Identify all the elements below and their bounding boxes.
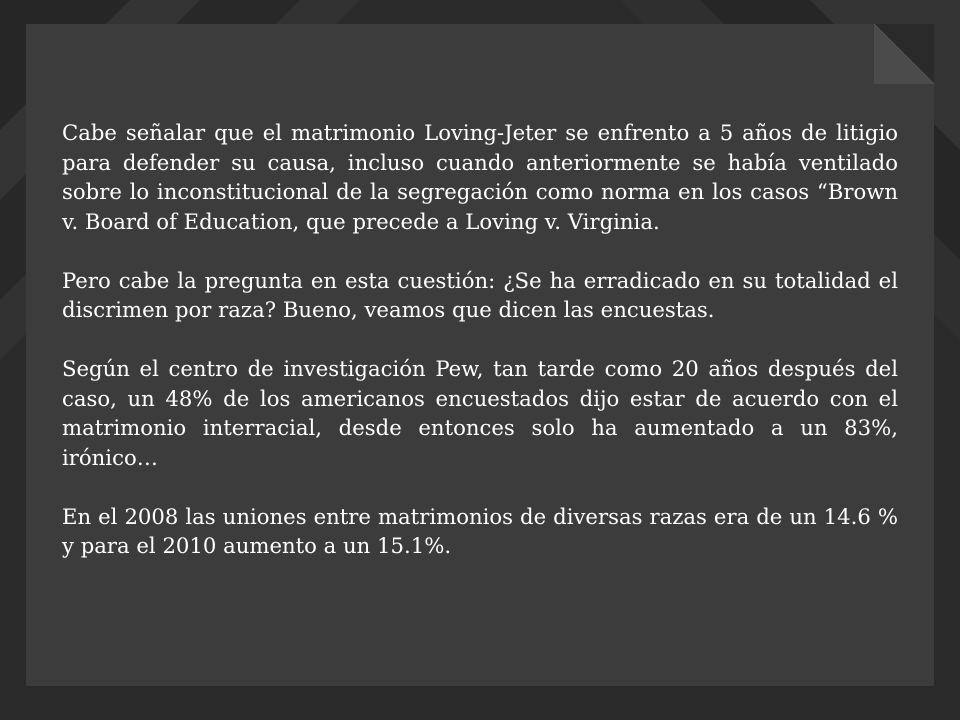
slide-body <box>62 118 898 561</box>
paragraph-1: Cabe señalar que el matrimonio Loving-Jeter se enfrento a 5 años de litigio para defender su causa, incluso cuando anteriormente se había ventilado sobre lo inconstitucional de la segregación como norma en los casos “Brown v. Board of Education, que precede a Loving v. Virginia. <box>62 120 898 234</box>
paragraph-4: En el 2008 las uniones entre matrimonios de diversas razas era de un 14.6 % y para el 2010 aumento a un 15.1%. <box>62 503 898 558</box>
paragraph-2: Pero cabe la pregunta en esta cuestión: ¿Se ha erradicado en su totalidad el discrimen por raza? Bueno, veamos que dicen las encuestas. <box>62 267 898 322</box>
paragraph-3: Según el centro de investigación Pew, tan tarde como 20 años después del caso, un 48% de los americanos encuestados dijo estar de acuerdo con el matrimonio interracial, desde entonces solo ha aumentado a un 83%, irónico… <box>62 356 898 470</box>
